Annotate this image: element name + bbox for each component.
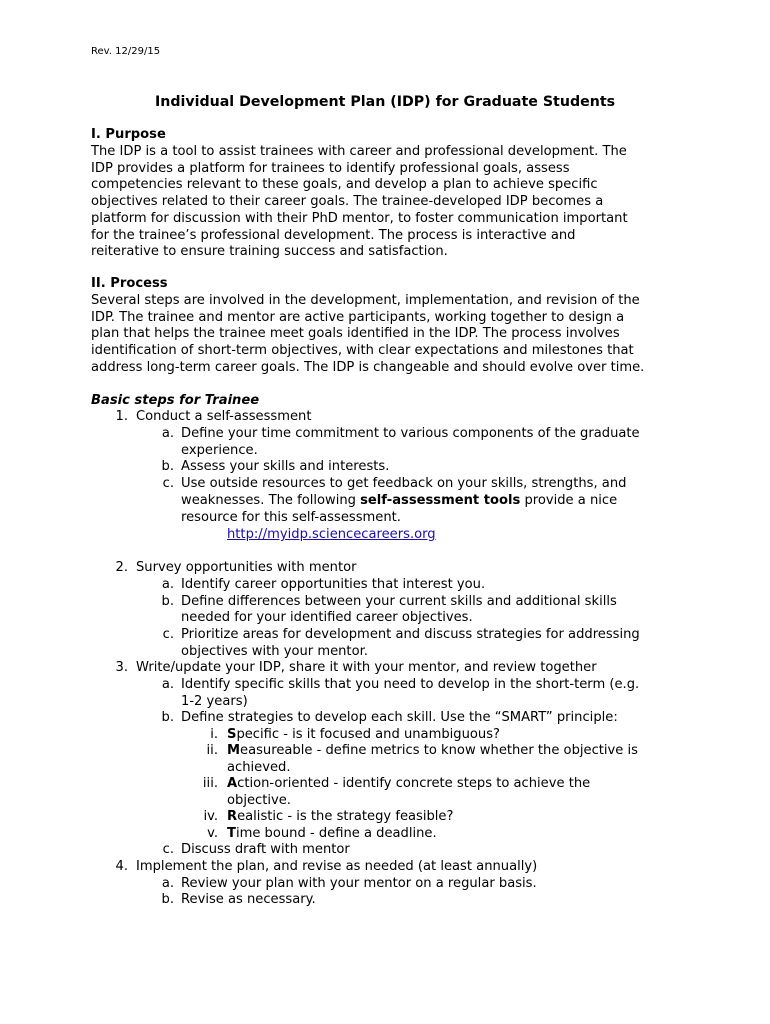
basic-steps-heading: Basic steps for Trainee xyxy=(91,393,260,408)
list-marker: c. xyxy=(162,627,174,642)
smart-text: ction-oriented - identify concrete steps to achieve the xyxy=(237,776,591,791)
smart-letter: A xyxy=(227,776,238,791)
purpose-paragraph xyxy=(91,144,691,261)
step-1a-line: Define your time commitment to various components of the graduate xyxy=(181,426,640,441)
step-1c-line: Use outside resources to get feedback on your skills, strengths, and xyxy=(181,476,627,491)
step-3a-line: Identify specific skills that you need to develop in the short-term (e.g. xyxy=(181,677,640,692)
list-marker: v. xyxy=(207,826,218,841)
list-marker: 3. xyxy=(115,660,128,675)
step-1c-text: provide a nice xyxy=(520,493,618,508)
process-line: plan that helps the trainee meet goals identified in the IDP. The process involves xyxy=(91,326,620,342)
step-1c-line xyxy=(181,493,617,510)
list-marker: 2. xyxy=(115,560,128,575)
list-marker: c. xyxy=(162,842,174,857)
smart-action-oriented-cont: objective. xyxy=(227,793,291,808)
smart-measureable xyxy=(227,743,638,760)
step-2: Survey opportunities with mentor xyxy=(136,560,357,575)
revision-date: Rev. 12/29/15 xyxy=(91,46,161,57)
smart-text: pecific - is it focused and unambiguous? xyxy=(236,727,500,742)
purpose-line: objectives related to their career goals. The trainee-developed IDP becomes a xyxy=(91,194,604,210)
step-4: Implement the plan, and revise as needed (at least annually) xyxy=(136,859,538,874)
list-marker: c. xyxy=(162,476,174,491)
step-2b-line: Define differences between your current skills and additional skills xyxy=(181,594,617,609)
list-marker: 1. xyxy=(115,409,128,424)
smart-time-bound xyxy=(227,826,437,843)
purpose-line: platform for discussion with their PhD mentor, to foster communication important xyxy=(91,210,628,226)
smart-text: ealistic - is the strategy feasible? xyxy=(237,809,454,824)
list-marker: iii. xyxy=(202,776,218,791)
step-3c: Discuss draft with mentor xyxy=(181,842,350,857)
list-marker: b. xyxy=(161,892,174,907)
purpose-line: competencies relevant to these goals, and develop a plan to achieve specific xyxy=(91,177,598,193)
step-3: Write/update your IDP, share it with your mentor, and review together xyxy=(136,660,597,675)
list-marker: i. xyxy=(210,727,218,742)
smart-text: easureable - define metrics to know whether the objective is xyxy=(240,743,638,758)
process-paragraph xyxy=(91,293,691,377)
step-4a: Review your plan with your mentor on a regular basis. xyxy=(181,876,537,891)
process-heading: II. Process xyxy=(91,276,168,291)
purpose-heading: I. Purpose xyxy=(91,127,166,142)
smart-realistic xyxy=(227,809,453,826)
list-marker: a. xyxy=(161,426,174,441)
step-2c-line: Prioritize areas for development and discuss strategies for addressing xyxy=(181,627,640,642)
step-1a-line: experience. xyxy=(181,443,258,458)
myidp-link[interactable]: http://myidp.sciencecareers.org xyxy=(227,527,436,542)
step-2a: Identify career opportunities that interest you. xyxy=(181,577,486,592)
smart-specific xyxy=(227,727,500,744)
smart-text: ime bound - define a deadline. xyxy=(235,826,437,841)
list-marker: a. xyxy=(161,577,174,592)
step-2b-line: needed for your identified career objectives. xyxy=(181,610,473,625)
smart-letter: M xyxy=(227,743,241,758)
list-marker: b. xyxy=(161,594,174,609)
step-1b: Assess your skills and interests. xyxy=(181,459,390,474)
purpose-line: IDP provides a platform for trainees to identify professional goals, assess xyxy=(91,160,570,176)
step-1c-text: weaknesses. The following xyxy=(181,493,361,508)
list-marker: iv. xyxy=(203,809,218,824)
self-assessment-tools-emphasis: self-assessment tools xyxy=(360,493,521,508)
smart-letter: S xyxy=(227,727,237,742)
process-line: IDP. The trainee and mentor are active participants, working together to design a xyxy=(91,309,625,325)
step-1: Conduct a self-assessment xyxy=(136,409,312,424)
smart-letter: T xyxy=(227,826,236,841)
step-3a-line: 1-2 years) xyxy=(181,694,248,709)
list-marker: ii. xyxy=(206,743,218,758)
process-line: identification of short-term objectives, with clear expectations and milestones that xyxy=(91,343,634,359)
smart-action-oriented xyxy=(227,776,590,793)
purpose-line: for the trainee’s professional development. The process is interactive and xyxy=(91,227,576,243)
smart-measureable-cont: achieved. xyxy=(227,760,291,775)
document-title: Individual Development Plan (IDP) for Graduate Students xyxy=(154,94,616,110)
process-line: Several steps are involved in the development, implementation, and revision of the xyxy=(91,293,640,308)
list-marker: a. xyxy=(161,677,174,692)
purpose-line: reiterative to ensure training success and satisfaction. xyxy=(91,244,448,260)
smart-letter: R xyxy=(227,809,238,824)
process-line: address long-term career goals. The IDP is changeable and should evolve over time. xyxy=(91,359,645,375)
purpose-line: The IDP is a tool to assist trainees with career and professional development. The xyxy=(91,144,627,159)
step-1c-line: resource for this self-assessment. xyxy=(181,510,401,525)
step-4b: Revise as necessary. xyxy=(181,892,316,907)
step-3b: Define strategies to develop each skill. Use the “SMART” principle: xyxy=(181,710,618,725)
step-2c-line: objectives with your mentor. xyxy=(181,644,368,659)
list-marker: b. xyxy=(161,710,174,725)
list-marker: b. xyxy=(161,459,174,474)
list-marker: 4. xyxy=(115,859,128,874)
list-marker: a. xyxy=(161,876,174,891)
